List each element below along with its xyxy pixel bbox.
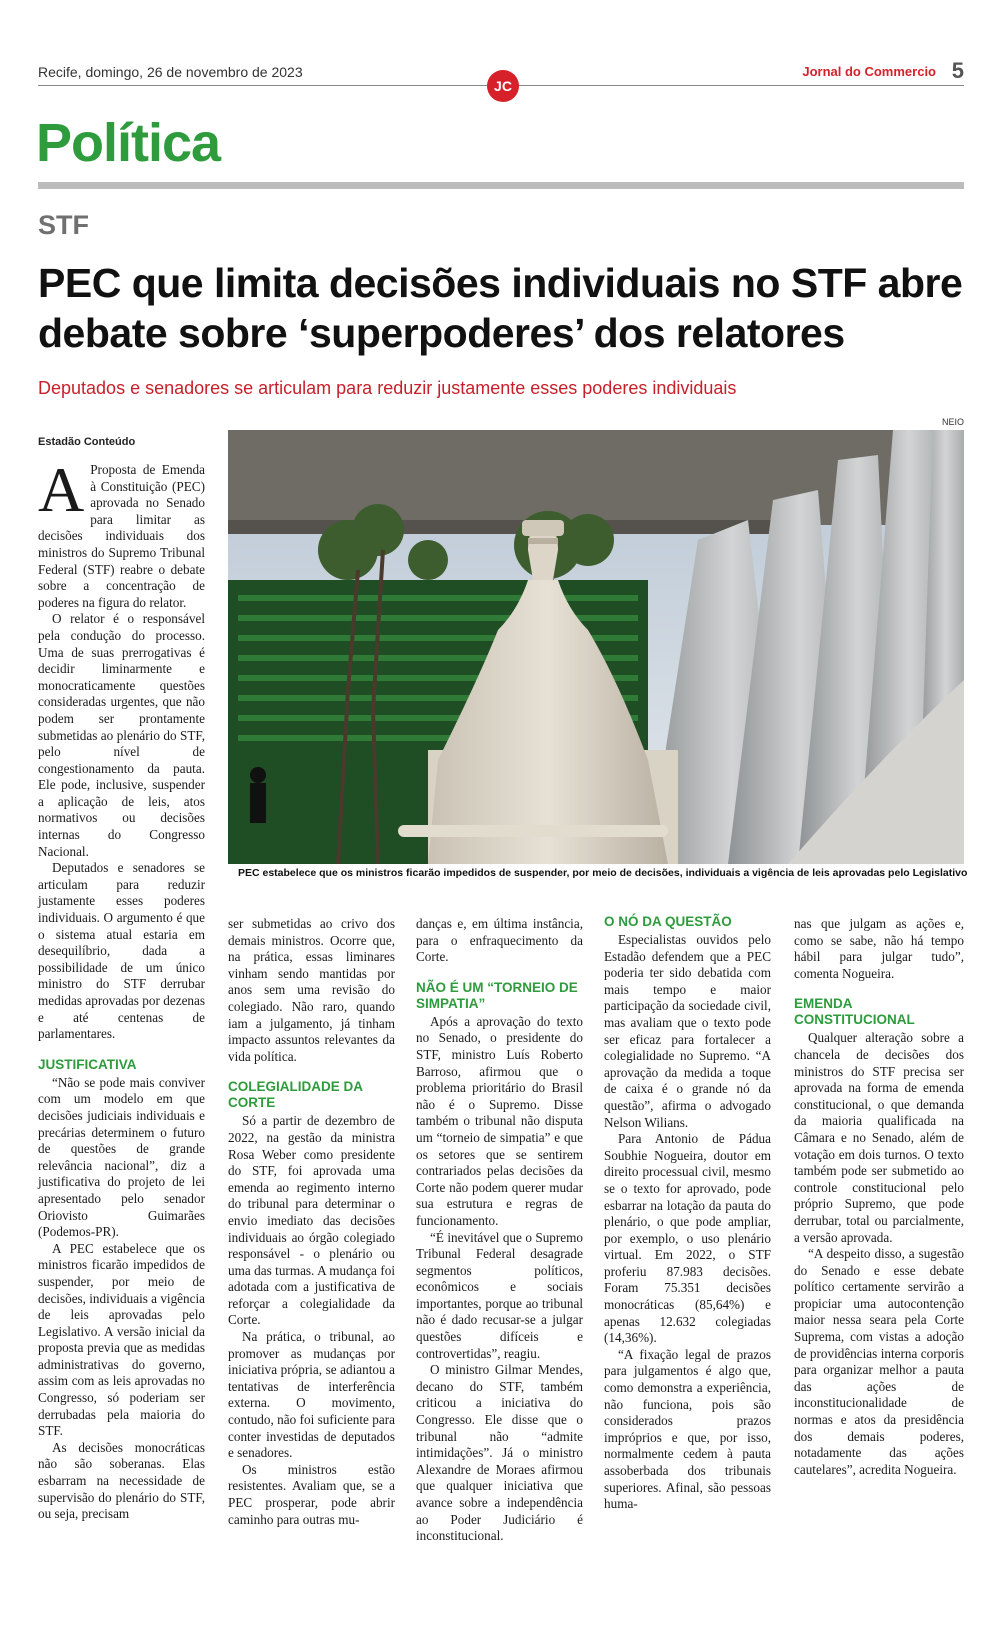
lead-paragraph [38, 454, 205, 611]
subheading-justificativa: JUSTIFICATIVA [38, 1056, 137, 1072]
section-title: Política [36, 113, 221, 173]
paragraph: ser submetidas ao crivo dos demais ministros. Ocorre que, na prática, essas liminares vinham sendo mantidas por anos sem uma revisão do colegiado. Não raro, quando iam a julgamento, já tinham impacto assuntos relevantes da vida política. [228, 916, 395, 1064]
section-divider [38, 182, 964, 189]
article-subhead: Deputados e senadores se articulam para reduzir justamente esses poderes individuais [38, 378, 737, 398]
paragraph: “A fixação legal de prazos para julgamentos é algo que, como demonstra a experiência, não funciona, pois são considerados prazos impróprios e que, por isso, normalmente cedem à pauta assoberbada dos tribunais superiores. Afinal, são pessoas huma- [604, 1346, 771, 1512]
paragraph: O relator é o responsável pela condução do processo. Uma de suas prerrogativas é decidir liminarmente e monocraticamente questões consideradas urgentes, que não podem ser prontamente submetidas ao plenário do STF, pelo nível de congestionamento da pauta. Ele pode, inclusive, suspender a aplicação de leis, atos normativos ou decisões internas do Congresso Nacional. [38, 611, 205, 859]
article-headline: PEC que limita decisões individuais no STF abre debate sobre ‘superpoderes’ dos relatores [38, 260, 963, 356]
subheading-torneio: NÃO É UM “TORNEIO DE SIMPATIA” [416, 979, 578, 1011]
jc-logo: JC [487, 70, 519, 102]
paragraph: Qualquer alteração sobre a chancela de decisões dos ministros do STF precisa ser aprovada na forma de emenda constitucional, o que demanda da maioria qualificada na Câmara e no Senado, além de votação em dois turnos. O texto também pode ser submetido ao controle constitucional pelo próprio Supremo, que pode derrubar, total ou parcialmente, a versão aprovada. [794, 1030, 964, 1245]
page-header [38, 58, 964, 94]
paragraph: Especialistas ouvidos pelo Estadão defendem que a PEC poderia ter sido debatida com mais tempo e maior participação da sociedade civil, mas avaliam que o texto pode ser eficaz para fortalecer a colegialidade no Supremo. “A aprovação da medida a toque de caixa é o grande nó da questão”, afirma o advogado Nelson Wilians. [604, 932, 771, 1130]
paragraph: Após a aprovação do texto no Senado, o presidente do STF, ministro Luís Roberto Barroso, afirmou que o problema prioritário do Brasil não é o Supremo. Disse também o tribunal não disputa um “torneio de simpatia” e que os setores que se sentirem contrariados pelas decisões da Corte não podem querer mudar sua estrutura e regras de funcionamento. [416, 1013, 583, 1228]
paragraph: nas que julgam as ações e, como se sabe, não há tempo hábil para julgar tudo”, comenta Nogueira. [794, 916, 964, 981]
subheading-colegialidade: COLEGIALIDADE DA CORTE [228, 1079, 363, 1111]
paragraph: Deputados e senadores se articulam para reduzir justamente esses poderes individuais. O argumento é que o sistema atual estaria em desequilíbrio, dada a possibilidade de um único ministro do STF derrubar medidas aprovadas por dezenas e até centenas de parlamentares. [38, 860, 205, 1042]
photo-credit: NEIO [941, 417, 964, 427]
text-column-1 [38, 454, 205, 1523]
paragraph: “É inevitável que o Supremo Tribunal Federal desagrade segmentos políticos, econômicos e sociais importantes, porque ao tribunal não é dado recusar-se a julgar questões difíceis e controvertidas”, reagiu. [416, 1229, 583, 1361]
subheading-no-da-questao: O NÓ DA QUESTÃO [604, 914, 732, 929]
paragraph: As decisões monocráticas não são soberanas. Elas esbarram na necessidade de supervisão do plenário do STF, ou seja, precisam [38, 1439, 205, 1522]
text-column-3 [416, 916, 583, 1545]
lead-text: Proposta de Emenda à Constituição (PEC) aprovada no Senado para limitar as decisões individuais dos ministros do Supremo Tribunal Federal (STF) reabre o debate sobre a concentração de poderes na figura do relator. [38, 462, 205, 610]
photo-caption: PEC estabelece que os ministros ficarão impedidos de suspender, por meio de decisões, individuais a vigência de leis aprovadas pelo Legislativo [238, 867, 968, 879]
paragraph: A PEC estabelece que os ministros ficarão impedidos de suspender, por meio de decisões, individuais a vigência de leis aprovadas pelo Legislativo. A versão inicial da proposta previa que as medidas administrativas do governo, assim com as leis aprovadas no Congresso, só poderiam ser derrubadas pela maioria do STF. [38, 1240, 205, 1439]
justice-statue-photo [228, 430, 964, 864]
paragraph: Na prática, o tribunal, ao promover as mudanças por iniciativa própria, se adiantou a tentativas de interferência externa. O movimento, contudo, não foi suficiente para conter investidas de deputados e senadores. [228, 1329, 395, 1461]
text-column-5 [794, 916, 964, 1478]
paragraph: Só a partir de dezembro de 2022, na gestão da ministra Rosa Weber como presidente do STF, foi aprovada uma emenda ao regimento interno do tribunal para determinar o envio imediato das decisões individuais ao órgão colegiado responsável - o plenário ou uma das turmas. A mudança foi adotada com a justificativa de reforçar a colegialidade da Corte. [228, 1113, 395, 1328]
article-byline: Estadão Conteúdo [38, 436, 136, 448]
article-kicker: STF [38, 210, 89, 240]
text-column-2 [228, 916, 395, 1528]
page-number: 5 [951, 58, 964, 83]
subheading-emenda: EMENDA CONSTITUCIONAL [794, 996, 915, 1028]
text-column-4 [604, 914, 771, 1513]
paragraph: “A despeito disso, a sugestão do Senado e esse debate político certamente servirão a propiciar uma autocontenção maior nessa seara pela Corte Suprema, com vistas a adoção de providências interna corporis para organizar melhor a pauta das ações de inconstitucionalidade de normas e atos da presidência dos demais poderes, notadamente das ações cautelares”, acredita Nogueira. [794, 1246, 964, 1477]
paragraph: danças e, em última instância, para o enfraquecimento da Corte. [416, 916, 583, 965]
paragraph: O ministro Gilmar Mendes, decano do STF, também criticou a iniciativa do Congresso. Ele disse que o tribunal não “admite intimidações”. Já o ministro Alexandre de Moraes afirmou que qualquer iniciativa que avance sobre a independência ao Poder Judiciário é inconstitucional. [416, 1362, 583, 1544]
paragraph: Para Antonio de Pádua Soubhie Nogueira, doutor em direito processual civil, mesmo se o texto for aprovado, pode esbarrar na lotação da pauta do plenário, o que pode ampliar, por exemplo, o uso plenário virtual. Em 2022, o STF proferiu 87.983 decisões. Foram 75.351 decisões monocráticas (85,64%) e apenas 12.632 colegiadas (14,36%). [604, 1131, 771, 1346]
paragraph: “Não se pode mais conviver com um modelo em que decisões judiciais individuais e precárias determinem o futuro de questões de grande relevância nacional”, diz a justificativa do projeto de lei apresentado pelo senador Oriovisto Guimarães (Podemos-PR). [38, 1074, 205, 1240]
newspaper-name: Jornal do Commercio [802, 64, 936, 79]
paragraph: Os ministros estão resistentes. Avaliam que, se a PEC prosperar, pode abrir caminho para outras mu- [228, 1461, 395, 1527]
edition-date: Recife, domingo, 26 de novembro de 2023 [38, 64, 303, 80]
drop-cap: A [38, 454, 85, 525]
